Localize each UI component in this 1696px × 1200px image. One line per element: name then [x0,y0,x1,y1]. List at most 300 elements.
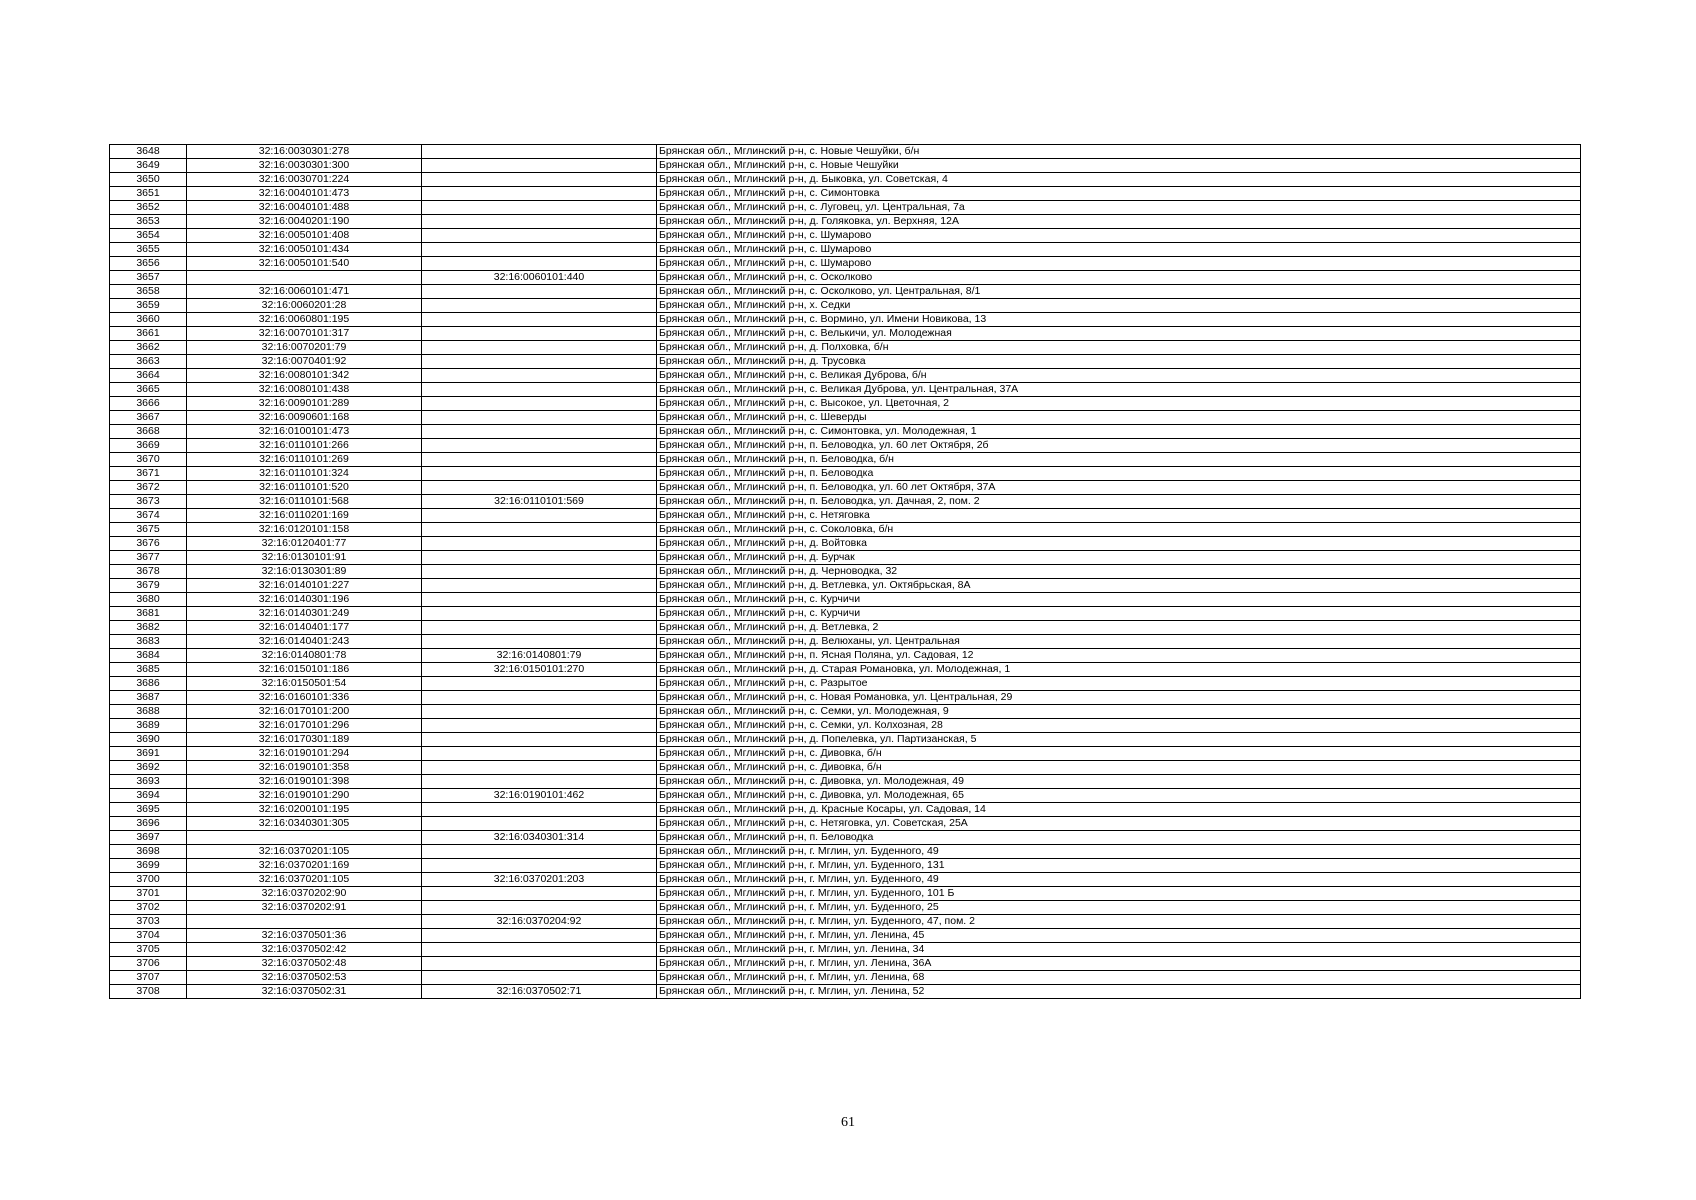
address-cell: Брянская обл., Мглинский р-н, д. Ветлевка, ул. Октябрьская, 8А [657,579,1581,593]
table-body [110,145,1581,999]
address-cell: Брянская обл., Мглинский р-н, д. Велюханы, ул. Центральная [657,635,1581,649]
table-row [110,859,1581,873]
related-cadastral-number-cell [422,817,657,831]
table-row [110,831,1581,845]
cadastral-number-cell: 32:16:0370502:42 [187,943,422,957]
related-cadastral-number-cell [422,313,657,327]
cadastral-number-cell: 32:16:0170101:296 [187,719,422,733]
table-row [110,537,1581,551]
address-cell: Брянская обл., Мглинский р-н, с. Новые Чешуйки, б/н [657,145,1581,159]
row-number-cell: 3683 [110,635,187,649]
row-number-cell: 3703 [110,915,187,929]
row-number-cell: 3704 [110,929,187,943]
table-row [110,761,1581,775]
row-number-cell: 3671 [110,467,187,481]
related-cadastral-number-cell [422,607,657,621]
row-number-cell: 3675 [110,523,187,537]
table-row [110,929,1581,943]
table-row [110,607,1581,621]
address-cell: Брянская обл., Мглинский р-н, с. Дивовка, б/н [657,747,1581,761]
row-number-cell: 3657 [110,271,187,285]
row-number-cell: 3678 [110,565,187,579]
row-number-cell: 3702 [110,901,187,915]
address-cell: Брянская обл., Мглинский р-н, г. Мглин, ул. Буденного, 49 [657,873,1581,887]
row-number-cell: 3668 [110,425,187,439]
row-number-cell: 3699 [110,859,187,873]
related-cadastral-number-cell [422,481,657,495]
cadastral-number-cell: 32:16:0150501:54 [187,677,422,691]
address-cell: Брянская обл., Мглинский р-н, с. Великая Дуброва, б/н [657,369,1581,383]
address-cell: Брянская обл., Мглинский р-н, д. Попелевка, ул. Партизанская, 5 [657,733,1581,747]
cadastral-number-cell: 32:16:0110101:324 [187,467,422,481]
cadastral-number-cell: 32:16:0050101:540 [187,257,422,271]
cadastral-number-cell: 32:16:0080101:438 [187,383,422,397]
cadastral-number-cell: 32:16:0130101:91 [187,551,422,565]
table-row [110,411,1581,425]
related-cadastral-number-cell [422,691,657,705]
address-cell: Брянская обл., Мглинский р-н, п. Беловодка [657,467,1581,481]
related-cadastral-number-cell: 32:16:0060101:440 [422,271,657,285]
related-cadastral-number-cell [422,761,657,775]
row-number-cell: 3664 [110,369,187,383]
table-row [110,369,1581,383]
related-cadastral-number-cell [422,229,657,243]
related-cadastral-number-cell [422,201,657,215]
address-cell: Брянская обл., Мглинский р-н, д. Черноводка, 32 [657,565,1581,579]
address-cell: Брянская обл., Мглинский р-н, г. Мглин, ул. Ленина, 45 [657,929,1581,943]
cadastral-number-cell: 32:16:0370201:105 [187,873,422,887]
cadastral-number-cell: 32:16:0370202:91 [187,901,422,915]
row-number-cell: 3705 [110,943,187,957]
cadastral-number-cell: 32:16:0370501:36 [187,929,422,943]
address-cell: Брянская обл., Мглинский р-н, с. Нетяговка, ул. Советская, 25А [657,817,1581,831]
address-cell: Брянская обл., Мглинский р-н, с. Шеверды [657,411,1581,425]
related-cadastral-number-cell [422,173,657,187]
related-cadastral-number-cell [422,187,657,201]
related-cadastral-number-cell [422,565,657,579]
row-number-cell: 3707 [110,971,187,985]
related-cadastral-number-cell [422,537,657,551]
address-cell: Брянская обл., Мглинский р-н, с. Вормино, ул. Имени Новикова, 13 [657,313,1581,327]
row-number-cell: 3708 [110,985,187,999]
cadastral-number-cell: 32:16:0150101:186 [187,663,422,677]
table-row [110,187,1581,201]
related-cadastral-number-cell [422,635,657,649]
row-number-cell: 3696 [110,817,187,831]
row-number-cell: 3700 [110,873,187,887]
address-cell: Брянская обл., Мглинский р-н, д. Войтовка [657,537,1581,551]
table-row [110,355,1581,369]
related-cadastral-number-cell [422,439,657,453]
table-row [110,425,1581,439]
address-cell: Брянская обл., Мглинский р-н, п. Беловодка, ул. Дачная, 2, пом. 2 [657,495,1581,509]
row-number-cell: 3687 [110,691,187,705]
address-cell: Брянская обл., Мглинский р-н, с. Высокое, ул. Цветочная, 2 [657,397,1581,411]
address-cell: Брянская обл., Мглинский р-н, д. Быковка, ул. Советская, 4 [657,173,1581,187]
table-row [110,915,1581,929]
table-row [110,145,1581,159]
row-number-cell: 3654 [110,229,187,243]
related-cadastral-number-cell [422,509,657,523]
address-cell: Брянская обл., Мглинский р-н, с. Новая Романовка, ул. Центральная, 29 [657,691,1581,705]
table-row [110,495,1581,509]
table-row [110,943,1581,957]
related-cadastral-number-cell [422,803,657,817]
table-row [110,845,1581,859]
related-cadastral-number-cell [422,145,657,159]
table-row [110,299,1581,313]
address-cell: Брянская обл., Мглинский р-н, с. Осколково [657,271,1581,285]
related-cadastral-number-cell [422,383,657,397]
row-number-cell: 3680 [110,593,187,607]
row-number-cell: 3660 [110,313,187,327]
row-number-cell: 3698 [110,845,187,859]
table-row [110,971,1581,985]
address-cell: Брянская обл., Мглинский р-н, п. Беловодка, ул. 60 лет Октября, 37А [657,481,1581,495]
related-cadastral-number-cell [422,929,657,943]
cadastral-number-cell: 32:16:0370502:53 [187,971,422,985]
address-cell: Брянская обл., Мглинский р-н, г. Мглин, ул. Ленина, 68 [657,971,1581,985]
address-cell: Брянская обл., Мглинский р-н, с. Новые Чешуйки [657,159,1581,173]
table-row [110,719,1581,733]
related-cadastral-number-cell [422,355,657,369]
address-cell: Брянская обл., Мглинский р-н, д. Красные Косары, ул. Садовая, 14 [657,803,1581,817]
related-cadastral-number-cell [422,579,657,593]
table-row [110,383,1581,397]
address-cell: Брянская обл., Мглинский р-н, с. Дивовка, ул. Молодежная, 49 [657,775,1581,789]
address-cell: Брянская обл., Мглинский р-н, с. Дивовка, б/н [657,761,1581,775]
cadastral-number-cell: 32:16:0140401:177 [187,621,422,635]
address-cell: Брянская обл., Мглинский р-н, п. Беловодка, ул. 60 лет Октября, 2б [657,439,1581,453]
cadastral-number-cell: 32:16:0040201:190 [187,215,422,229]
table-row [110,229,1581,243]
related-cadastral-number-cell [422,327,657,341]
related-cadastral-number-cell: 32:16:0110101:569 [422,495,657,509]
cadastral-number-cell: 32:16:0040101:473 [187,187,422,201]
row-number-cell: 3681 [110,607,187,621]
table-row [110,663,1581,677]
row-number-cell: 3670 [110,453,187,467]
address-cell: Брянская обл., Мглинский р-н, г. Мглин, ул. Ленина, 52 [657,985,1581,999]
table-row [110,285,1581,299]
row-number-cell: 3690 [110,733,187,747]
related-cadastral-number-cell: 32:16:0190101:462 [422,789,657,803]
related-cadastral-number-cell [422,943,657,957]
row-number-cell: 3684 [110,649,187,663]
cadastral-number-cell: 32:16:0190101:398 [187,775,422,789]
row-number-cell: 3677 [110,551,187,565]
row-number-cell: 3665 [110,383,187,397]
address-cell: Брянская обл., Мглинский р-н, г. Мглин, ул. Буденного, 49 [657,845,1581,859]
table-row [110,159,1581,173]
address-cell: Брянская обл., Мглинский р-н, г. Мглин, ул. Ленина, 34 [657,943,1581,957]
cadastral-number-cell: 32:16:0070201:79 [187,341,422,355]
related-cadastral-number-cell [422,159,657,173]
table-row [110,579,1581,593]
table-row [110,565,1581,579]
cadastral-number-cell: 32:16:0090101:289 [187,397,422,411]
address-cell: Брянская обл., Мглинский р-н, д. Ветлевка, 2 [657,621,1581,635]
related-cadastral-number-cell [422,719,657,733]
cadastral-number-cell: 32:16:0050101:408 [187,229,422,243]
address-cell: Брянская обл., Мглинский р-н, г. Мглин, ул. Ленина, 36А [657,957,1581,971]
table-row [110,327,1581,341]
address-cell: Брянская обл., Мглинский р-н, п. Беловодка [657,831,1581,845]
table-row [110,775,1581,789]
property-registry-table [109,144,1581,999]
table-row [110,467,1581,481]
related-cadastral-number-cell [422,397,657,411]
cadastral-number-cell [187,831,422,845]
address-cell: Брянская обл., Мглинский р-н, д. Полховка, б/н [657,341,1581,355]
related-cadastral-number-cell [422,677,657,691]
related-cadastral-number-cell [422,593,657,607]
related-cadastral-number-cell [422,299,657,313]
table-row [110,873,1581,887]
related-cadastral-number-cell: 32:16:0370502:71 [422,985,657,999]
row-number-cell: 3685 [110,663,187,677]
row-number-cell: 3676 [110,537,187,551]
address-cell: Брянская обл., Мглинский р-н, х. Седки [657,299,1581,313]
cadastral-number-cell: 32:16:0050101:434 [187,243,422,257]
related-cadastral-number-cell [422,551,657,565]
cadastral-number-cell: 32:16:0100101:473 [187,425,422,439]
table-row [110,621,1581,635]
address-cell: Брянская обл., Мглинский р-н, с. Шумарово [657,257,1581,271]
related-cadastral-number-cell [422,957,657,971]
cadastral-number-cell: 32:16:0370201:169 [187,859,422,873]
table-row [110,215,1581,229]
related-cadastral-number-cell: 32:16:0140801:79 [422,649,657,663]
table-row [110,803,1581,817]
table-row [110,593,1581,607]
table-row [110,243,1581,257]
row-number-cell: 3653 [110,215,187,229]
cadastral-number-cell: 32:16:0370201:105 [187,845,422,859]
cadastral-number-cell: 32:16:0080101:342 [187,369,422,383]
related-cadastral-number-cell [422,747,657,761]
table-row [110,705,1581,719]
cadastral-number-cell: 32:16:0030701:224 [187,173,422,187]
cadastral-number-cell: 32:16:0110101:266 [187,439,422,453]
cadastral-number-cell: 32:16:0370502:31 [187,985,422,999]
table-row [110,551,1581,565]
cadastral-number-cell: 32:16:0070101:317 [187,327,422,341]
row-number-cell: 3697 [110,831,187,845]
related-cadastral-number-cell [422,341,657,355]
row-number-cell: 3682 [110,621,187,635]
table-row [110,733,1581,747]
address-cell: Брянская обл., Мглинский р-н, с. Шумарово [657,229,1581,243]
cadastral-number-cell [187,915,422,929]
table-row [110,789,1581,803]
row-number-cell: 3679 [110,579,187,593]
cadastral-number-cell: 32:16:0370202:90 [187,887,422,901]
cadastral-number-cell: 32:16:0060801:195 [187,313,422,327]
cadastral-number-cell: 32:16:0060201:28 [187,299,422,313]
related-cadastral-number-cell [422,425,657,439]
cadastral-number-cell: 32:16:0090601:168 [187,411,422,425]
table-row [110,649,1581,663]
related-cadastral-number-cell [422,901,657,915]
table-row [110,313,1581,327]
related-cadastral-number-cell: 32:16:0150101:270 [422,663,657,677]
row-number-cell: 3691 [110,747,187,761]
table-row [110,173,1581,187]
address-cell: Брянская обл., Мглинский р-н, г. Мглин, ул. Буденного, 101 Б [657,887,1581,901]
cadastral-number-cell: 32:16:0130301:89 [187,565,422,579]
table-row [110,201,1581,215]
address-cell: Брянская обл., Мглинский р-н, с. Шумарово [657,243,1581,257]
row-number-cell: 3667 [110,411,187,425]
cadastral-number-cell: 32:16:0140401:243 [187,635,422,649]
table-row [110,985,1581,999]
row-number-cell: 3656 [110,257,187,271]
table-row [110,271,1581,285]
address-cell: Брянская обл., Мглинский р-н, с. Курчичи [657,607,1581,621]
cadastral-number-cell: 32:16:0060101:471 [187,285,422,299]
address-cell: Брянская обл., Мглинский р-н, г. Мглин, ул. Буденного, 131 [657,859,1581,873]
related-cadastral-number-cell [422,775,657,789]
cadastral-number-cell: 32:16:0110101:520 [187,481,422,495]
row-number-cell: 3669 [110,439,187,453]
related-cadastral-number-cell [422,369,657,383]
cadastral-number-cell: 32:16:0190101:358 [187,761,422,775]
related-cadastral-number-cell: 32:16:0340301:314 [422,831,657,845]
address-cell: Брянская обл., Мглинский р-н, д. Трусовка [657,355,1581,369]
row-number-cell: 3673 [110,495,187,509]
related-cadastral-number-cell [422,453,657,467]
row-number-cell: 3674 [110,509,187,523]
table-row [110,887,1581,901]
row-number-cell: 3652 [110,201,187,215]
cadastral-number-cell: 32:16:0200101:195 [187,803,422,817]
address-cell: Брянская обл., Мглинский р-н, д. Бурчак [657,551,1581,565]
row-number-cell: 3692 [110,761,187,775]
row-number-cell: 3695 [110,803,187,817]
related-cadastral-number-cell [422,733,657,747]
row-number-cell: 3666 [110,397,187,411]
cadastral-number-cell: 32:16:0160101:336 [187,691,422,705]
address-cell: Брянская обл., Мглинский р-н, д. Старая Романовка, ул. Молодежная, 1 [657,663,1581,677]
table-row [110,901,1581,915]
row-number-cell: 3672 [110,481,187,495]
address-cell: Брянская обл., Мглинский р-н, п. Беловодка, б/н [657,453,1581,467]
related-cadastral-number-cell: 32:16:0370204:92 [422,915,657,929]
table-row [110,817,1581,831]
cadastral-number-cell: 32:16:0110101:269 [187,453,422,467]
related-cadastral-number-cell [422,257,657,271]
row-number-cell: 3651 [110,187,187,201]
address-cell: Брянская обл., Мглинский р-н, с. Велькичи, ул. Молодежная [657,327,1581,341]
table-row [110,635,1581,649]
address-cell: Брянская обл., Мглинский р-н, с. Семки, ул. Колхозная, 28 [657,719,1581,733]
address-cell: Брянская обл., Мглинский р-н, с. Семки, ул. Молодежная, 9 [657,705,1581,719]
row-number-cell: 3655 [110,243,187,257]
related-cadastral-number-cell [422,621,657,635]
row-number-cell: 3686 [110,677,187,691]
address-cell: Брянская обл., Мглинский р-н, с. Нетяговка [657,509,1581,523]
related-cadastral-number-cell [422,523,657,537]
address-cell: Брянская обл., Мглинский р-н, с. Симонтовка, ул. Молодежная, 1 [657,425,1581,439]
row-number-cell: 3701 [110,887,187,901]
related-cadastral-number-cell [422,285,657,299]
row-number-cell: 3658 [110,285,187,299]
cadastral-number-cell: 32:16:0340301:305 [187,817,422,831]
row-number-cell: 3649 [110,159,187,173]
row-number-cell: 3648 [110,145,187,159]
cadastral-number-cell: 32:16:0370502:48 [187,957,422,971]
cadastral-number-cell [187,271,422,285]
address-cell: Брянская обл., Мглинский р-н, с. Симонтовка [657,187,1581,201]
cadastral-number-cell: 32:16:0110201:169 [187,509,422,523]
cadastral-number-cell: 32:16:0120401:77 [187,537,422,551]
related-cadastral-number-cell [422,467,657,481]
address-cell: Брянская обл., Мглинский р-н, с. Разрытое [657,677,1581,691]
row-number-cell: 3661 [110,327,187,341]
table-row [110,341,1581,355]
address-cell: Брянская обл., Мглинский р-н, с. Великая Дуброва, ул. Центральная, 37А [657,383,1581,397]
row-number-cell: 3662 [110,341,187,355]
related-cadastral-number-cell [422,887,657,901]
cadastral-number-cell: 32:16:0030301:300 [187,159,422,173]
address-cell: Брянская обл., Мглинский р-н, г. Мглин, ул. Буденного, 25 [657,901,1581,915]
row-number-cell: 3650 [110,173,187,187]
cadastral-number-cell: 32:16:0040101:488 [187,201,422,215]
row-number-cell: 3693 [110,775,187,789]
table-row [110,691,1581,705]
cadastral-number-cell: 32:16:0120101:158 [187,523,422,537]
related-cadastral-number-cell [422,243,657,257]
page-number: 61 [841,1115,855,1130]
table-row [110,453,1581,467]
table-row [110,747,1581,761]
address-cell: Брянская обл., Мглинский р-н, с. Курчичи [657,593,1581,607]
row-number-cell: 3688 [110,705,187,719]
table-row [110,481,1581,495]
related-cadastral-number-cell [422,215,657,229]
cadastral-number-cell: 32:16:0140101:227 [187,579,422,593]
table-row [110,397,1581,411]
address-cell: Брянская обл., Мглинский р-н, с. Соколовка, б/н [657,523,1581,537]
address-cell: Брянская обл., Мглинский р-н, с. Осколково, ул. Центральная, 8/1 [657,285,1581,299]
row-number-cell: 3694 [110,789,187,803]
address-cell: Брянская обл., Мглинский р-н, п. Ясная Поляна, ул. Садовая, 12 [657,649,1581,663]
row-number-cell: 3689 [110,719,187,733]
table-row [110,523,1581,537]
cadastral-number-cell: 32:16:0190101:294 [187,747,422,761]
cadastral-number-cell: 32:16:0140301:196 [187,593,422,607]
related-cadastral-number-cell [422,411,657,425]
table-row [110,957,1581,971]
related-cadastral-number-cell [422,971,657,985]
row-number-cell: 3659 [110,299,187,313]
address-cell: Брянская обл., Мглинский р-н, г. Мглин, ул. Буденного, 47, пом. 2 [657,915,1581,929]
cadastral-number-cell: 32:16:0190101:290 [187,789,422,803]
cadastral-number-cell: 32:16:0140301:249 [187,607,422,621]
table-row [110,509,1581,523]
cadastral-number-cell: 32:16:0170101:200 [187,705,422,719]
table-row [110,677,1581,691]
cadastral-number-cell: 32:16:0110101:568 [187,495,422,509]
related-cadastral-number-cell [422,705,657,719]
row-number-cell: 3663 [110,355,187,369]
address-cell: Брянская обл., Мглинский р-н, с. Луговец, ул. Центральная, 7а [657,201,1581,215]
address-cell: Брянская обл., Мглинский р-н, д. Голяковка, ул. Верхняя, 12А [657,215,1581,229]
cadastral-number-cell: 32:16:0170301:189 [187,733,422,747]
related-cadastral-number-cell: 32:16:0370201:203 [422,873,657,887]
related-cadastral-number-cell [422,859,657,873]
